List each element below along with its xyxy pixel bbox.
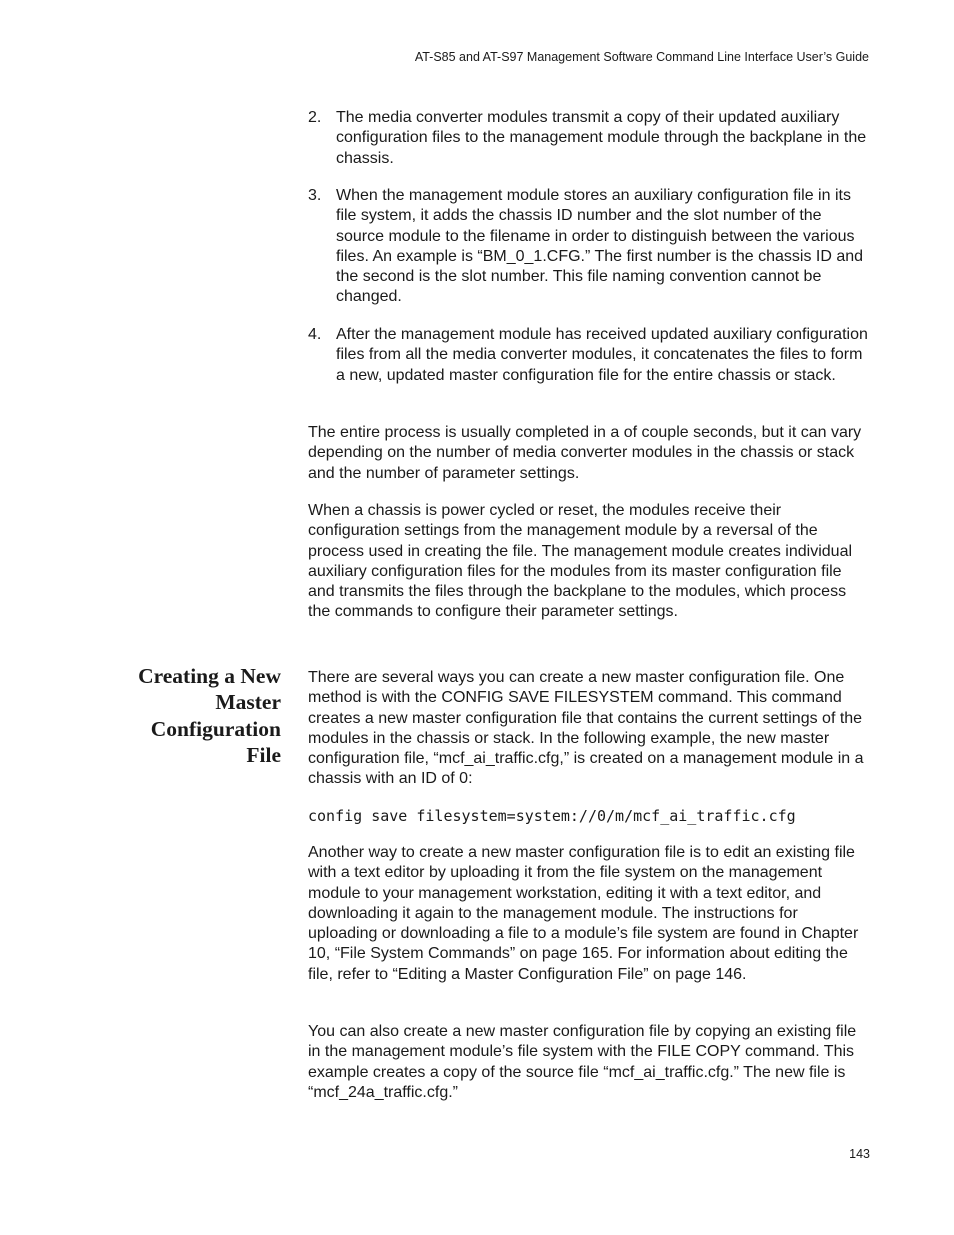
section-heading-line: File <box>246 742 281 767</box>
numbered-list <box>308 325 870 386</box>
list-item <box>308 186 870 308</box>
list-item-number: 4. <box>308 326 322 343</box>
section-heading-line: Master <box>215 690 281 715</box>
body-paragraph: The entire process is usually completed in a of couple seconds, but it can vary depending on the number of media converter modules in the chassis or stack and the number of parameter settings. <box>308 424 862 482</box>
page-number: 143 <box>849 1147 870 1161</box>
section-heading-line: Configuration <box>150 716 281 741</box>
list-item <box>308 108 870 169</box>
numbered-list <box>308 186 870 308</box>
section-heading <box>100 663 281 768</box>
code-example: config save filesystem=system://0/m/mcf_ai_traffic.cfg <box>308 807 796 825</box>
list-item-text: After the management module has received updated auxiliary configuration files from all the media converter modules, it concatenates the files to form a new, updated master configuration file for the entire chassis or stack. <box>336 326 868 384</box>
list-item <box>308 325 870 386</box>
numbered-list <box>308 108 870 169</box>
body-paragraph: You can also create a new master configuration file by copying an existing file in the management module’s file system with the FILE COPY command. This example creates a copy of the source file “mcf_ai_traffic.cfg.” The new file is “mcf_24a_traffic.cfg.” <box>308 1023 857 1101</box>
body-paragraph: There are several ways you can create a new master configuration file. One method is with the CONFIG SAVE FILESYSTEM command. This command creates a new master configuration file that contains the current settings of the modules in the chassis or stack. In the following example, the new master configuration file, “mcf_ai_traffic.cfg,” is created on a management module in a chassis with an ID of 0: <box>308 669 864 788</box>
list-item-text: The media converter modules transmit a copy of their updated auxiliary configuration files to the management module through the backplane in the chassis. <box>336 109 867 167</box>
section-heading-line: Creating a New <box>138 664 281 688</box>
list-item-number: 3. <box>308 187 322 204</box>
body-paragraph: Another way to create a new master configuration file is to edit an existing file with a text editor by uploading it from the file system on the management module to your management workstation, editing it with a text editor, and downloading it again to the management module. The instructions for uploading or downloading a file to a module’s file system are found in Chapter 10, “File System Commands” on page 165. For information about editing the file, refer to “Editing a Master Configuration File” on page 146. <box>308 844 859 983</box>
body-paragraph: When a chassis is power cycled or reset, the modules receive their configuration settings from the management module by a reversal of the process used in creating the file. The management module creates individual auxiliary configuration files for the modules from its master configuration file and transmits the files through the backplane to the modules, which process the commands to configure their parameter settings. <box>308 502 853 621</box>
list-item-text: When the management module stores an auxiliary configuration file in its file system, it adds the chassis ID number and the slot number of the source module to the filename in order to distinguish between the various files. An example is “BM_0_1.CFG.” The first number is the chassis ID and the second is the slot number. This file naming convention cannot be changed. <box>336 187 864 306</box>
list-item-number: 2. <box>308 109 322 126</box>
running-header: AT-S85 and AT-S97 Management Software Command Line Interface User’s Guide <box>414 50 869 64</box>
